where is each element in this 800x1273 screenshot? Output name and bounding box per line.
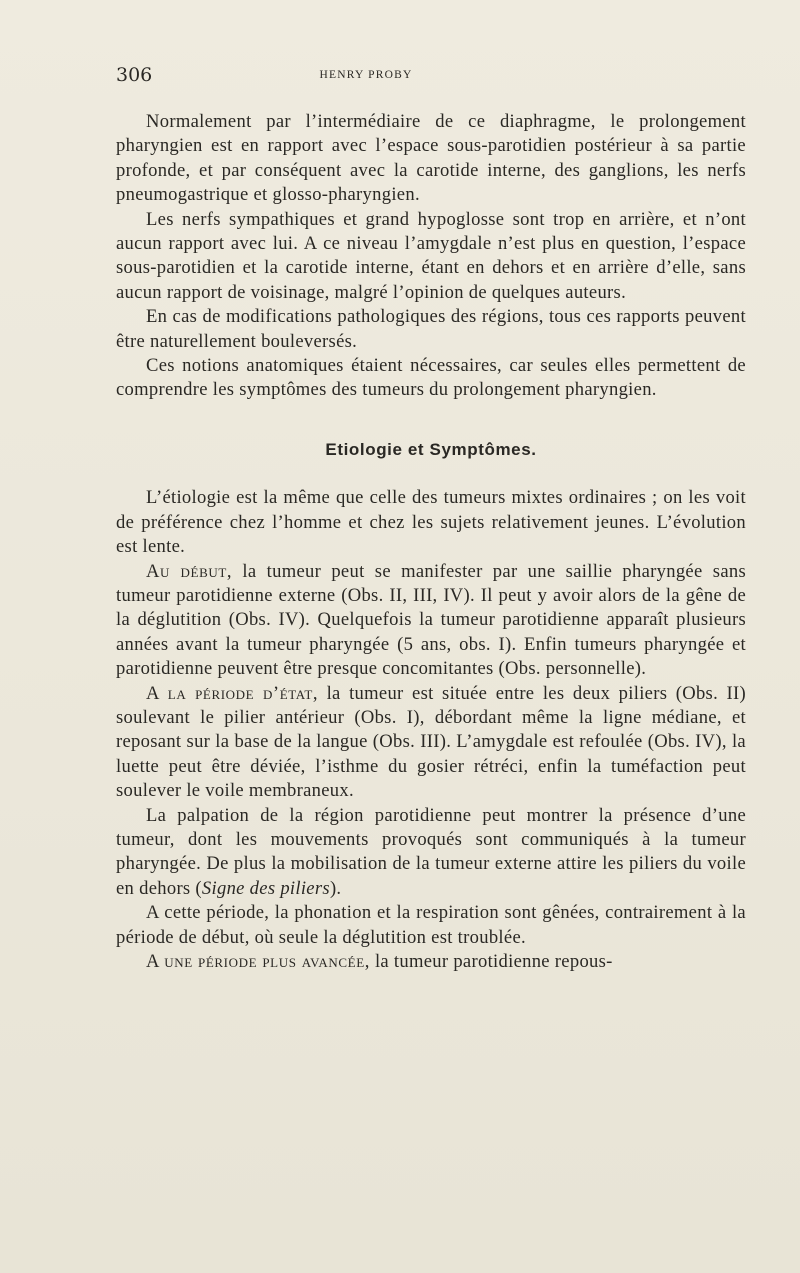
section-heading: Etiologie et Symptômes.: [325, 439, 537, 459]
running-head: HENRY PROBY: [319, 69, 413, 81]
paragraph-palpation-end: ).: [329, 877, 342, 899]
paragraph-advanced-text: la tumeur parotidienne repous-: [370, 951, 613, 972]
paragraph-etat-lead: A la période d’état,: [146, 682, 319, 704]
paragraph-debut: [116, 560, 746, 682]
page-number: 306: [116, 64, 153, 86]
paragraph-phonation: A cette période, la phonation et la respiration sont gênées, contrairement à la période de début, où seule la déglutition est troublée.: [116, 902, 746, 948]
paragraph-advanced: [116, 950, 746, 974]
paragraph-anatomy-notions: Ces notions anatomiques étaient nécessaires, car seules elles permettent de comprendre les symptômes des tumeurs du prolongement pharyngien.: [116, 355, 746, 401]
paragraph-nerves: Les nerfs sympathiques et grand hypoglosse sont trop en arrière, et n’ont aucun rapport avec lui. A ce niveau l’amygdale n’est plus en question, l’espace sous-parotidien et la carotide interne, étant en dehors et en arrière d’elle, sans aucun rapport de voisinage, malgré l’opinion de quelques auteurs.: [116, 208, 746, 303]
paragraph-pathology: En cas de modifications pathologiques des régions, tous ces rapports peuvent être naturellement bouleversés.: [116, 306, 746, 352]
paragraph-etat-text: la tumeur est située entre les deux piliers (Obs. II) soulevant le pilier antérieur (Obs. I), débordant même la ligne médiane, et reposant sur la base de la langue (Obs. III). L’amygdale est refoulée (Obs. IV), la luette peut être déviée, l’isthme du gosier rétréci, enfin la tuméfaction peut soulever le voile membraneux.: [116, 682, 746, 802]
signe-des-piliers: Signe des piliers: [201, 877, 330, 899]
body-text: [116, 110, 746, 974]
page-header: [116, 64, 746, 88]
paragraph-palpation-text: La palpation de la région parotidienne peut montrer la présence d’une tumeur, dont les mouvements provoqués sont communiqués à la tumeur pharyngée. De plus la mobilisation de la tumeur externe attire les piliers du voile en dehors (: [116, 804, 746, 899]
paragraph-advanced-lead: A une période plus avancée,: [146, 951, 370, 972]
paragraph-debut-text: la tumeur peut se manifester par une saillie pharyngée sans tumeur parotidienne externe (Obs. II, III, IV). Il peut y avoir alors de la gêne de la déglutition (Obs. IV). Quelquefois la tumeur parotidienne apparaît plusieurs années avant la tumeur pharyngée (5 ans, obs. I). Enfin tumeurs pharyngée et parotidienne peuvent être presque concomitantes (Obs. personnelle).: [116, 560, 746, 680]
paragraph-palpation: [116, 804, 746, 902]
paragraph-debut-lead: Au début,: [146, 560, 233, 582]
paragraph-etat: [116, 682, 746, 804]
paragraph-diaphragm: Normalement par l’intermédiaire de ce diaphragme, le prolongement pharyngien est en rapport avec l’espace sous-parotidien postérieur à sa partie profonde, et par conséquent avec la carotide interne, des ganglions, les nerfs pneumogastrique et glosso-pharyngien.: [116, 111, 746, 206]
paragraph-etiology: L’étiologie est la même que celle des tumeurs mixtes ordinaires ; on les voit de préférence chez l’homme et chez les sujets relativement jeunes. L’évolution est lente.: [116, 487, 746, 558]
